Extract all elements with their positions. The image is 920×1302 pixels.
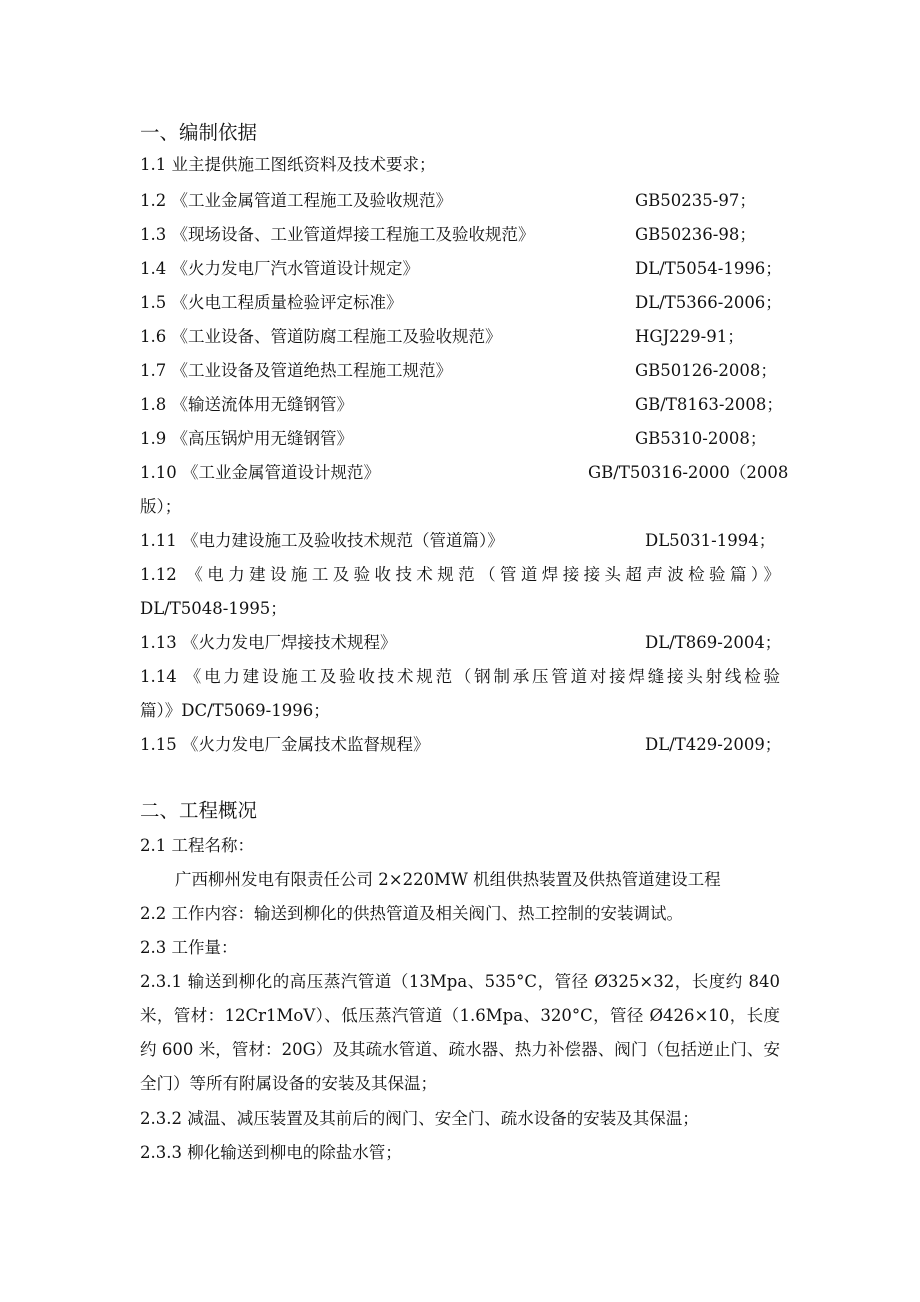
workload-item-2-3-1: 2.3.1 输送到柳化的高压蒸汽管道（13Mpa、535°C，管径 Ø325×32，长度约 840 米，管材：12Cr1MoV）、低压蒸汽管道（1.6Mpa、320°C，管径 Ø426×10，长度约 600 米，管材：20G）及其疏水管道、疏水器、热力补偿器、阀门（包括逆止门、安全门）等所有附属设备的安装及其保温； [140, 972, 780, 1093]
item-text: 《输送流体用无缝钢管》 [171, 395, 353, 414]
item-text: 《火力发电厂金属技术监督规程》 [182, 735, 430, 754]
standard-code: HGJ229-91； [635, 327, 744, 346]
item-text: 《电力建设施工及验收技术规范（管道篇）》 [182, 531, 504, 550]
item-number: 1.6 [140, 327, 167, 346]
standard-code: DL/T869-2004； [645, 633, 782, 652]
item-continuation: 版）； [140, 497, 182, 516]
item-number: 1.8 [140, 395, 167, 414]
workload-item-2-3-2: 2.3.2 减温、减压装置及其前后的阀门、安全门、疏水设备的安装及其保温； [140, 1109, 699, 1128]
standard-code: GB/T8163-2008； [635, 395, 783, 414]
project-name-label: 2.1 工程名称： [140, 836, 254, 855]
work-content: 2.2 工作内容：输送到柳化的供热管道及相关阀门、热工控制的安装调试。 [140, 904, 683, 923]
item-text: 《工业金属管道工程施工及验收规范》 [171, 191, 452, 210]
list-item [140, 155, 790, 175]
workload-item-2-3-3: 2.3.3 柳化输送到柳电的除盐水管； [140, 1143, 402, 1162]
item-number: 1.4 [140, 259, 167, 278]
item-text: 《高压锅炉用无缝钢管》 [171, 429, 353, 448]
item-text: 《火力发电厂焊接技术规程》 [182, 633, 397, 652]
item-text: 《电力建设施工及验收技术规范（管道焊接接头超声波检验篇）》 [186, 565, 780, 584]
standard-code: GB5310-2008； [635, 429, 767, 448]
item-number: 1.13 [140, 633, 177, 652]
item-number: 1.5 [140, 293, 167, 312]
standard-code: GB50126-2008； [635, 361, 777, 380]
item-number: 1.3 [140, 225, 167, 244]
item-continuation: 篇）》DC/T5069-1996； [140, 701, 330, 720]
list-item [140, 667, 780, 687]
item-text: 《工业设备及管道绝热工程施工规范》 [171, 361, 452, 380]
standard-code: DL5031-1994； [645, 531, 776, 550]
item-text: 《工业设备、管道防腐工程施工及验收规范》 [171, 327, 502, 346]
item-number: 1.7 [140, 361, 167, 380]
item-text: 《现场设备、工业管道焊接工程施工及验收规范》 [171, 225, 535, 244]
item-text: 《火力发电厂汽水管道设计规定》 [171, 259, 419, 278]
standard-code: GB/T50316-2000（2008 [588, 463, 789, 482]
item-text: 业主提供施工图纸资料及技术要求； [171, 155, 436, 174]
standard-code: DL/T5366-2006； [635, 293, 782, 312]
workload-label: 2.3 工作量： [140, 938, 238, 957]
project-name: 广西柳州发电有限责任公司 2×220MW 机组供热装置及供热管道建设工程 [175, 870, 721, 889]
item-number: 1.10 [140, 463, 177, 482]
item-continuation: DL/T5048-1995； [140, 599, 287, 618]
section-heading-basis: 一、编制依据 [140, 121, 258, 144]
item-number: 1.1 [140, 155, 167, 174]
item-number: 1.14 [140, 667, 177, 686]
item-number: 1.11 [140, 531, 177, 550]
item-number: 1.15 [140, 735, 177, 754]
standard-code: GB50236-98； [635, 225, 756, 244]
list-item [140, 565, 780, 585]
standard-code: GB50235-97； [635, 191, 756, 210]
standard-code: DL/T5054-1996； [635, 259, 782, 278]
item-number: 1.2 [140, 191, 167, 210]
standard-code: DL/T429-2009； [645, 735, 782, 754]
item-text: 《电力建设施工及验收技术规范（钢制承压管道对接焊缝接头射线检验 [184, 667, 780, 686]
section-heading-overview: 二、工程概况 [140, 799, 258, 822]
item-text: 《火电工程质量检验评定标准》 [171, 293, 403, 312]
item-number: 1.12 [140, 565, 177, 584]
item-text: 《工业金属管道设计规范》 [182, 463, 380, 482]
item-number: 1.9 [140, 429, 167, 448]
